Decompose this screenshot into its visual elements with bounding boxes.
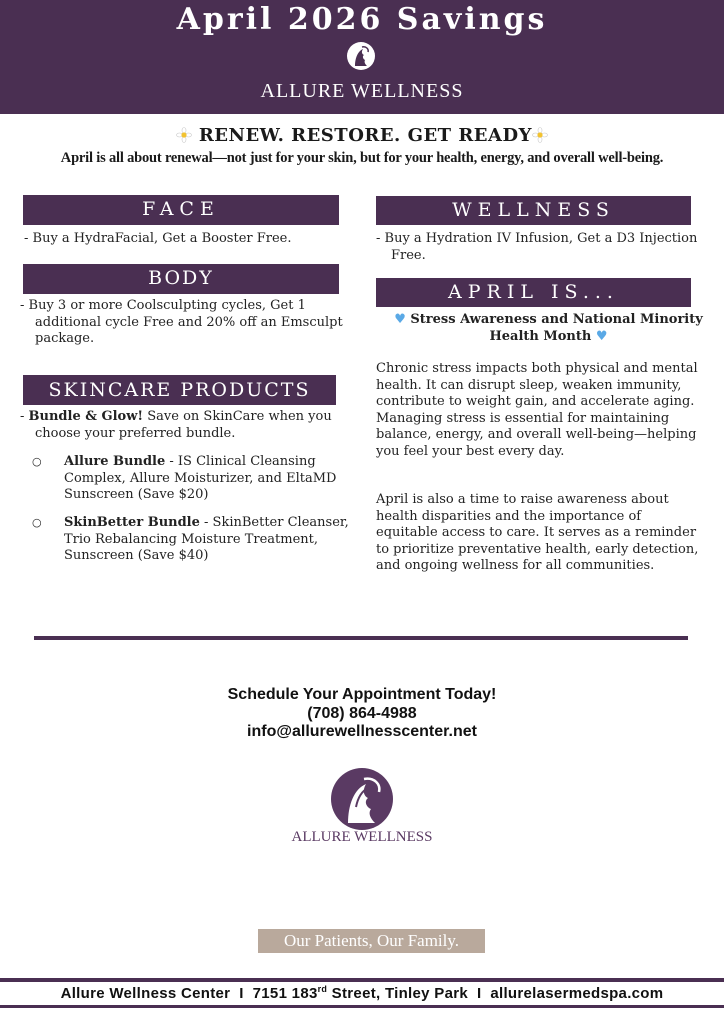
bundle-lead: - Bundle & Glow! Save on SkinCare when you choose your preferred bundle. xyxy=(20,409,332,441)
wellness-offer: - Buy a Hydration IV Infusion, Get a D3 Injection Free. xyxy=(376,231,698,263)
blue-heart-icon: ♥ xyxy=(595,328,608,344)
brand-name: ALLURE WELLNESS xyxy=(260,80,464,102)
address-number: 7151 183 xyxy=(252,985,318,1002)
bundle-lead-rest: Save on SkinCare when you choose your preferred bundle. xyxy=(35,409,332,441)
footer xyxy=(0,984,724,1002)
bundle-name: SkinBetter Bundle xyxy=(64,515,200,530)
bundle-detail: - IS Clinical Cleansing Complex, Allure Moisturizer, and EltaMD Sunscreen (Save $20) xyxy=(64,454,337,502)
bundle-lead-bold: Bundle & Glow! xyxy=(28,409,144,424)
address-sup: rd xyxy=(317,984,328,994)
footer-address xyxy=(253,985,468,1002)
circle-bullet-icon: ○ xyxy=(32,455,42,468)
address-street: Street, Tinley Park xyxy=(327,985,469,1002)
footer-rule xyxy=(0,1005,724,1008)
logo-brand: ALLURE WELLNESS xyxy=(291,829,433,845)
face-heading: FACE xyxy=(23,195,339,225)
footer-separator: I xyxy=(239,985,244,1002)
page-title: April 2026 Savings xyxy=(176,2,548,37)
footer-website[interactable]: allurelasermedspa.com xyxy=(490,985,664,1002)
header-banner xyxy=(0,0,724,114)
wellness-heading: WELLNESS xyxy=(376,196,691,225)
awareness-title-text: Stress Awareness and National Minority Health Month xyxy=(410,312,703,344)
footer-separator: I xyxy=(476,985,482,1002)
allure-logo-icon xyxy=(346,41,376,71)
intro-text: April is all about renewal—not just for your skin, but for your health, energy, and overall well-being. xyxy=(60,150,664,166)
daisy-icon xyxy=(176,127,192,143)
awareness-title xyxy=(376,312,721,345)
daisy-icon xyxy=(532,127,548,143)
subtitle-text: RENEW. RESTORE. GET READY xyxy=(198,125,532,146)
face-offer: - Buy a HydraFacial, Get a Booster Free. xyxy=(24,231,292,246)
april-is-heading: APRIL IS... xyxy=(376,278,691,307)
footer-rule xyxy=(0,978,724,982)
minority-health-paragraph: April is also a time to raise awareness about health disparities and the importance of equitable access to care. It serves as a reminder to prioritize preventative health, early detection, and ongoing wellness for all communities. xyxy=(376,492,699,573)
blue-heart-icon: ♥ xyxy=(394,312,406,327)
body-offer: - Buy 3 or more Coolsculpting cycles, Get 1 additional cycle Free and 20% off an Emsculpt package. xyxy=(20,298,343,346)
bundle-detail: - SkinBetter Cleanser, Trio Rebalancing Moisture Treatment, Sunscreen (Save $40) xyxy=(64,515,349,563)
list-item xyxy=(32,515,358,565)
skincare-heading: SKINCARE PRODUCTS xyxy=(23,375,336,405)
allure-logo-icon xyxy=(330,767,394,831)
subtitle xyxy=(0,125,724,146)
cta-phone[interactable]: (708) 864-4988 xyxy=(307,705,417,722)
list-item xyxy=(32,454,358,504)
circle-bullet-icon: ○ xyxy=(32,516,42,529)
cta-email[interactable]: info@allurewellnesscenter.net xyxy=(247,723,477,740)
tagline: Our Patients, Our Family. xyxy=(258,929,485,953)
footer-company: Allure Wellness Center xyxy=(60,985,231,1002)
body-heading: BODY xyxy=(23,264,339,294)
cta-heading: Schedule Your Appointment Today! xyxy=(227,686,497,703)
section-divider xyxy=(34,636,688,640)
bundle-name: Allure Bundle xyxy=(64,454,166,469)
stress-paragraph: Chronic stress impacts both physical and mental health. It can disrupt sleep, weaken immunity, contribute to weight gain, and accelerate aging. Managing stress is essential for maintaining balance, energy, and overall well-being—helping you feel your best every day. xyxy=(376,361,698,459)
